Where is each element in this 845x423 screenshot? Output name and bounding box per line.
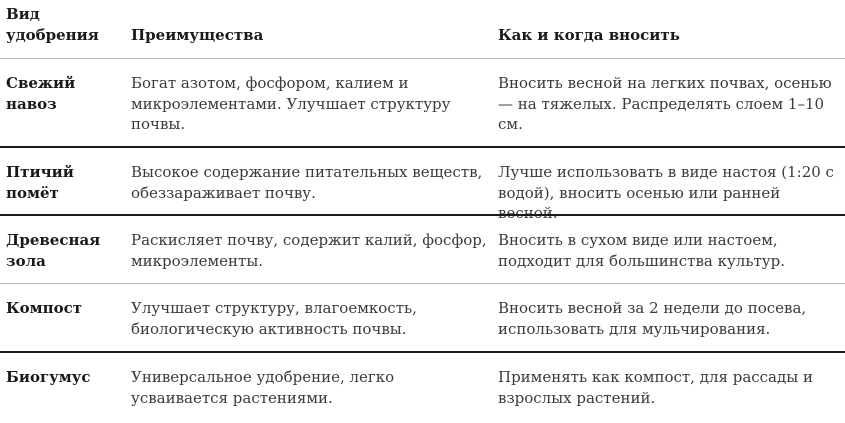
table-row: [0, 351, 845, 423]
table-row: [0, 146, 845, 222]
table-row: [0, 58, 845, 147]
header-type: Вид удобрения: [6, 5, 99, 44]
header-how: Как и когда вносить: [498, 26, 680, 44]
header-benefits: Преимущества: [131, 26, 264, 44]
row-how: Вносить весной на легких почвах, осенью — на тяжелых. Распределять слоем 1–10 см.: [498, 74, 832, 133]
row-type: Свежий навоз: [6, 74, 76, 113]
row-how: Лучше использовать в виде настоя (1:20 с водой), вносить осенью или ранней весной.: [498, 163, 834, 222]
table-header-row: [0, 3, 845, 58]
table-row: [0, 214, 845, 284]
row-benefits: Высокое содержание питательных веществ, обеззараживает почву.: [131, 163, 483, 202]
row-how: Вносить весной за 2 недели до посева, использовать для мульчирования.: [498, 299, 807, 338]
row-type: Птичий помёт: [6, 163, 74, 202]
row-benefits: Раскисляет почву, содержит калий, фосфор, микроэлементы.: [131, 231, 487, 270]
row-benefits: Богат азотом, фосфором, калием и микроэлементами. Улучшает структуру почвы.: [131, 74, 451, 133]
row-type: Древесная зола: [6, 231, 101, 270]
row-benefits: Улучшает структуру, влагоемкость, биологическую активность почвы.: [131, 299, 417, 338]
row-how: Применять как компост, для рассады и взрослых растений.: [498, 368, 813, 407]
row-type: Компост: [6, 299, 83, 317]
row-benefits: Универсальное удобрение, легко усваивается растениями.: [131, 368, 395, 407]
row-type: Биогумус: [6, 368, 91, 386]
row-how: Вносить в сухом виде или настоем, подходит для большинства культур.: [498, 231, 785, 270]
table-row: [0, 283, 845, 352]
